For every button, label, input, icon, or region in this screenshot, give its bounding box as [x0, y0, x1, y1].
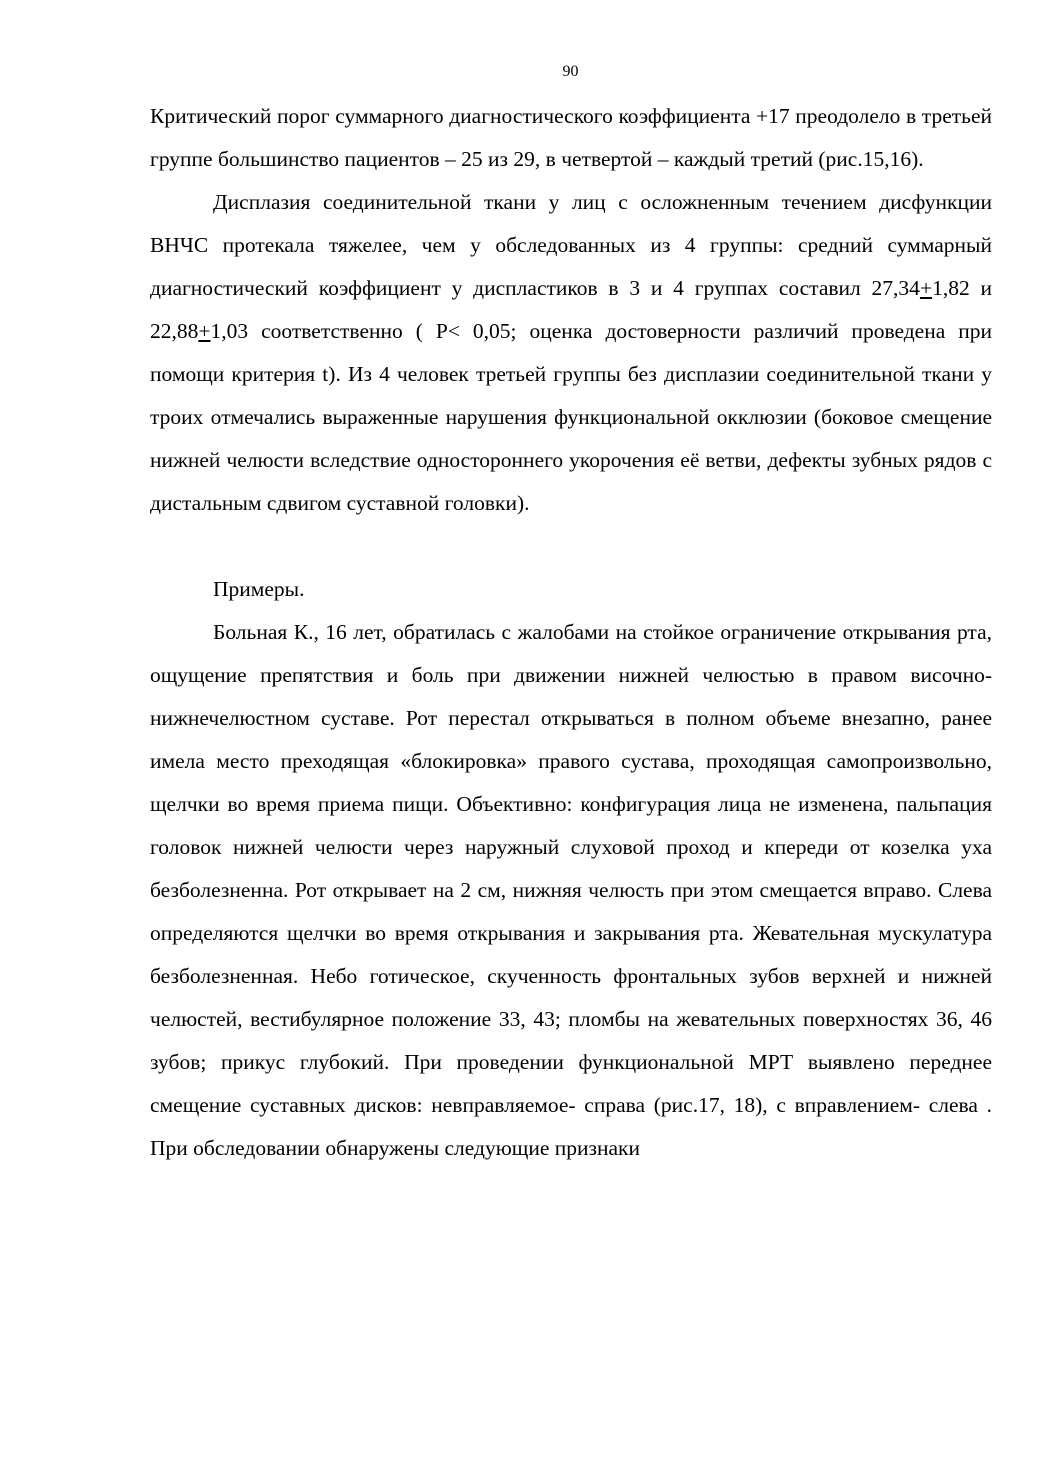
- paragraph-gap: [150, 525, 992, 568]
- document-body: [150, 95, 992, 1170]
- paragraph-case-report: Больная К., 16 лет, обратилась с жалобами на стойкое ограничение открывания рта, ощущение препятствия и боль при движении нижней челюстью в правом височно-нижнечелюстном суставе. Рот перестал открываться в полном объеме внезапно, ранее имела место преходящая «блокировка» правого сустава, проходящая самопроизвольно, щелчки во время приема пищи. Объективно: конфигурация лица не изменена, пальпация головок нижней челюсти через наружный слуховой проход и кпереди от козелка уха безболезненна. Рот открывает на 2 см, нижняя челюсть при этом смещается вправо. Слева определяются щелчки во время открывания и закрывания рта. Жевательная мускулатура безболезненная. Небо готическое, скученность фронтальных зубов верхней и нижней челюстей, вестибулярное положение 33, 43; пломбы на жевательных поверхностях 36, 46 зубов; прикус глубокий. При проведении функциональной МРТ выявлено переднее смещение суставных дисков: невправляемое- справа (рис.17, 18), с вправлением- слева . При обследовании обнаружены следующие признаки: [150, 620, 992, 1160]
- paragraph-dysplasia-part-a: Дисплазия соединительной ткани у лиц с осложненным течением дисфункции ВНЧС протекала тяжелее, чем у обследованных из 4 группы: средний суммарный диагностический коэффициент у диспластиков в 3 и 4 группах составил 27,34: [150, 190, 992, 300]
- paragraph-threshold: Критический порог суммарного диагностического коэффициента +17 преодолело в третьей группе большинство пациентов – 25 из 29, в четвертой – каждый третий (рис.15,16).: [150, 104, 992, 171]
- examples-heading: Примеры.: [213, 577, 305, 601]
- paragraph-dysplasia-part-c: 1,03 соответственно ( P< 0,05; оценка достоверности различий проведена при помощи критерия t). Из 4 человек третьей группы без дисплазии соединительной ткани у троих отмечались выраженные нарушения функциональной окклюзии (боковое смещение нижней челюсти вследствие одностороннего укорочения её ветви, дефекты зубных рядов с дистальным сдвигом суставной головки).: [150, 319, 992, 515]
- paragraph-dysplasia: [150, 181, 992, 525]
- paragraph-dysplasia-part-b: 1,82 и 22,88: [150, 276, 992, 343]
- plus-minus-sign: +: [919, 276, 933, 300]
- plus-minus-sign: +: [198, 319, 211, 343]
- page-number: 90: [562, 63, 579, 80]
